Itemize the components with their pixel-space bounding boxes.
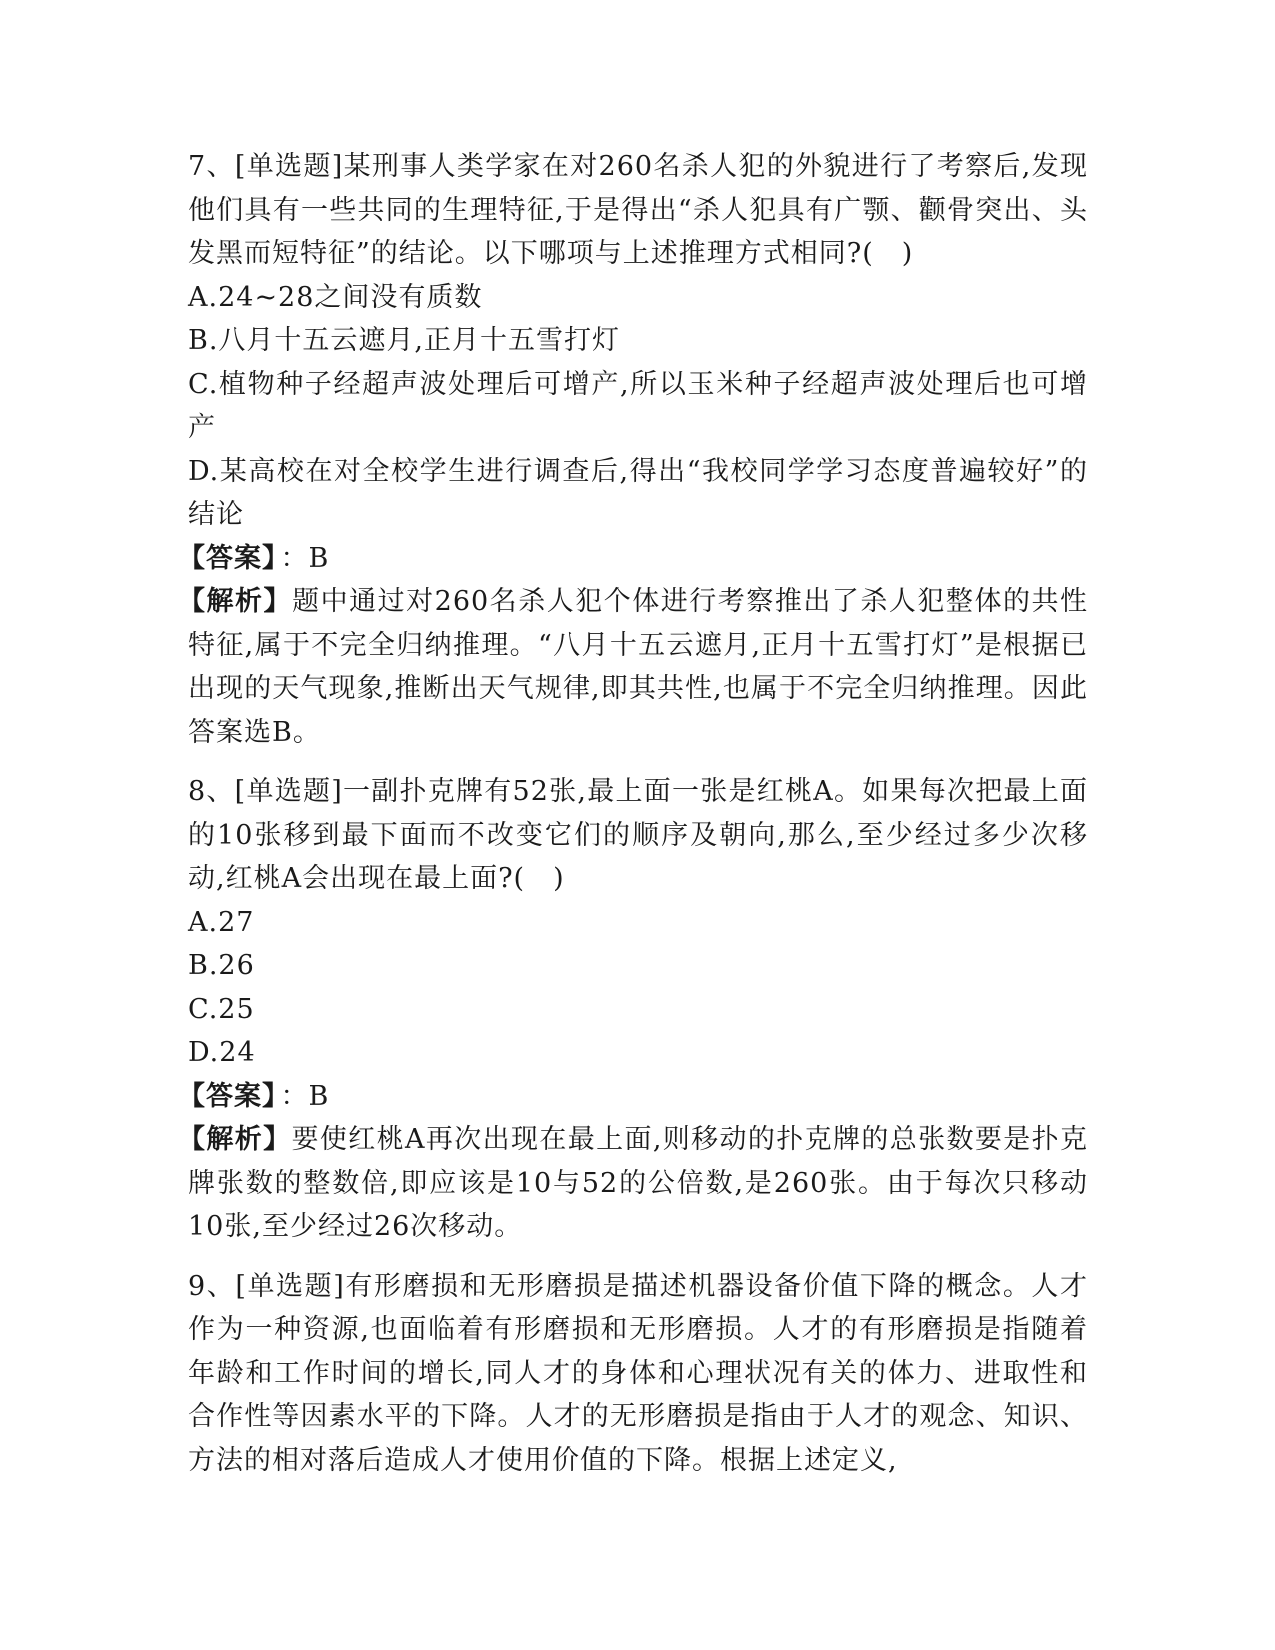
answer-value: ：B bbox=[280, 1080, 330, 1112]
analysis-tag: 【解析】 bbox=[178, 1124, 292, 1155]
question-stem: 7、[单选题]某刑事人类学家在对260名杀人犯的外貌进行了考察后,发现他们具有一些共同的生理特征,于是得出“杀人犯具有广颚、颧骨突出、头发黑而短特征”的结论。以下哪项与上述推理方式相同?( ) bbox=[188, 151, 1088, 269]
option-b: B.八月十五云遮月,正月十五雪打灯 bbox=[188, 325, 621, 356]
question-stem: 9、[单选题]有形磨损和无形磨损是描述机器设备价值下降的概念。人才作为一种资源,也面临着有形磨损和无形磨损。人才的有形磨损是指随着年龄和工作时间的增长,同人才的身体和心理状况有关的体力、进取性和合作性等因素水平的下降。人才的无形磨损是指由于人才的观念、知识、方法的相对落后造成人才使用价值的下降。根据上述定义, bbox=[188, 1270, 1088, 1476]
answer-tag: 【答案】 bbox=[178, 1080, 277, 1112]
option-d: D.24 bbox=[188, 1037, 256, 1068]
question-8 bbox=[178, 770, 1088, 1249]
question-7 bbox=[178, 145, 1088, 754]
option-a: A.24~28之间没有质数 bbox=[188, 281, 483, 313]
option-a: A.27 bbox=[188, 906, 255, 938]
option-b: B.26 bbox=[188, 950, 255, 981]
document-page bbox=[178, 145, 1088, 1498]
option-c: C.25 bbox=[188, 993, 255, 1025]
answer-line bbox=[178, 537, 1088, 581]
option-d: D.某高校在对全校学生进行调查后,得出“我校同学学习态度普遍较好”的结论 bbox=[188, 455, 1088, 530]
analysis-text: 要使红桃A再次出现在最上面,则移动的扑克牌的总张数要是扑克牌张数的整数倍,即应该是10与52的公倍数,是260张。由于每次只移动10张,至少经过26次移动。 bbox=[188, 1124, 1088, 1242]
analysis-paragraph bbox=[178, 1118, 1088, 1249]
analysis-tag: 【解析】 bbox=[178, 586, 293, 617]
question-9 bbox=[188, 1265, 1088, 1483]
answer-tag: 【答案】 bbox=[178, 542, 277, 574]
analysis-text: 题中通过对260名杀人犯个体进行考察推出了杀人犯整体的共性特征,属于不完全归纳推理。“八月十五云遮月,正月十五雪打灯”是根据已出现的天气现象,推断出天气规律,即其共性,也属于不完全归纳推理。因此答案选B。 bbox=[188, 586, 1088, 748]
answer-line bbox=[178, 1075, 1088, 1119]
answer-value: ：B bbox=[280, 542, 330, 574]
analysis-paragraph bbox=[178, 580, 1088, 754]
option-c: C.植物种子经超声波处理后可增产,所以玉米种子经超声波处理后也可增产 bbox=[188, 368, 1088, 443]
question-stem: 8、[单选题]一副扑克牌有52张,最上面一张是红桃A。如果每次把最上面的10张移到最下面而不改变它们的顺序及朝向,那么,至少经过多少次移动,红桃A会出现在最上面?( ) bbox=[188, 776, 1088, 894]
